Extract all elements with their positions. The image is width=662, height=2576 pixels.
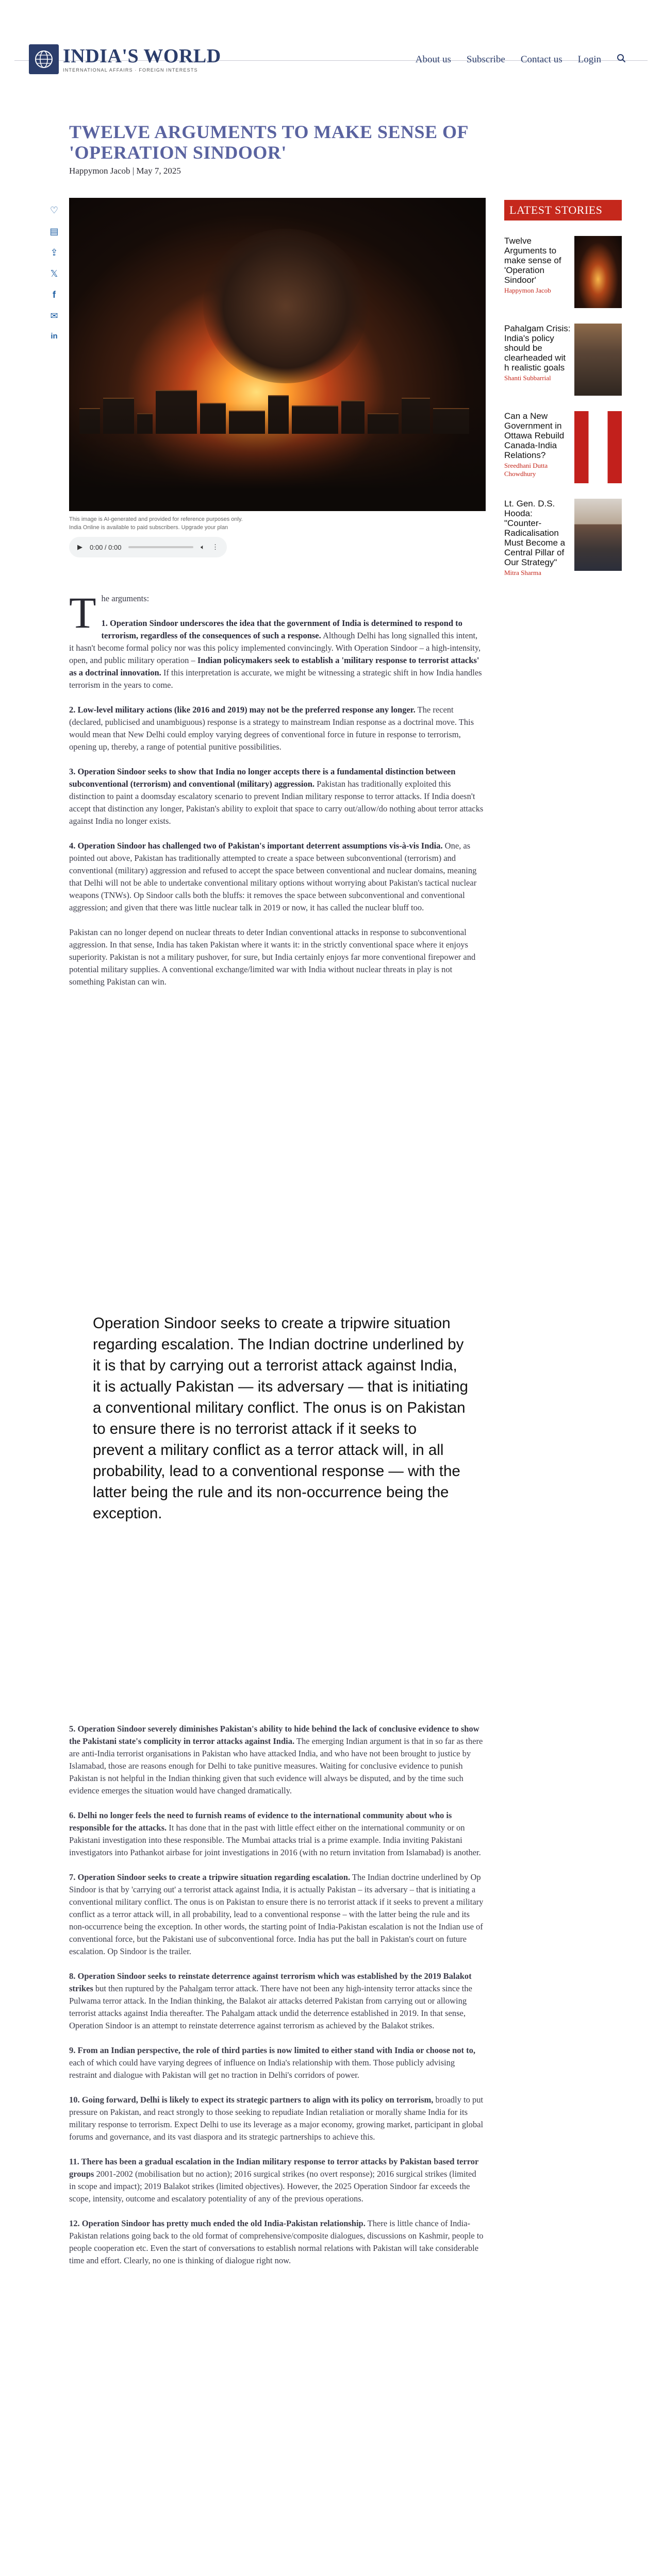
publish-date: May 7, 2025 [136, 166, 181, 176]
heart-icon[interactable]: ♡ [49, 205, 59, 216]
latest-story-author[interactable]: Sreedhani Dutta Chowdhury [504, 462, 548, 478]
latest-story-thumbnail[interactable] [574, 236, 622, 308]
paragraph: 8. Operation Sindoor seeks to reinstate deterrence against terrorism which was established by the 2019 Balakot strikes but then ruptured by the Pahalgam terror attack. There have not been any high-intensity terror attacks since the Pulwama terror attack. In the Indian thinking, the Balakot air attacks deterred Pakistan from carrying out or allowing terrorist attacks against India thereafter. The Pahalgam attack undid the deterrence established in 2019. In that sense, Operation Sindoor is an attempt to reinstate deterrence against terrorism as achieved by the Balakot strikes. [69, 1971, 472, 2030]
nav-login[interactable]: Login [577, 54, 601, 65]
site-header [14, 0, 648, 73]
article-title: TWELVE ARGUMENTS TO MAKE SENSE OF 'OPERATION SINDOOR' [69, 122, 468, 163]
paragraph: 6. Delhi no longer feels the need to furnish reams of evidence to the international community about who is responsible for the attacks. It has done that in the past with little effect either on the international community or on Pakistani investigation into these responsible. The Mumbai attacks trial is a prime example. India inviting Pakistani investigators into Pathankot airbase for joint investigations in 2016 (with no return invitation from Islamabad) is another. [69, 1810, 481, 1857]
document-icon[interactable]: ▤ [49, 226, 59, 237]
drop-cap: T [69, 588, 96, 637]
latest-story-thumbnail[interactable] [574, 499, 622, 571]
paragraph: 9. From an Indian perspective, the role of third parties is now limited to either stand with India or choose not to, each of which could have varying degrees of influence on India's relationship with them. Those publicly advising restraint and dialogue with Pakistan will get no traction in Delhi's corridors of power. [69, 2045, 476, 2080]
paragraph: 1. Operation Sindoor underscores the idea that the government of India is determined to respond to terrorism, regardless of the consequences of such a response. Although Delhi has long signalled this intent, it hasn't become formal policy nor was this policy implemented convincingly. With Operation Sindoor – a high-intensity, open, and public military operation – Indian policymakers seek to establish a 'military response to terrorist attacks' as a doctrinal innovation. If this interpretation is accurate, we might be witnessing a strategic shift in how India handles terrorism in the years to come. [69, 618, 482, 690]
paragraph: 7. Operation Sindoor seeks to create a tripwire situation regarding escalation. The Indian doctrine underlined by Op Sindoor is that by 'carrying out' a terrorist attack against India, it is actually Pakistan – its adversary – that is initiating a conventional military conflict. The onus is on Pakistan to ensure there is no terrorist attack if it seeks to prevent a military conflict as a terror attack will, in all probability, lead to a conventional response – with the latter being the rule and its non-occurrence being the exception. In other words, the starting point of India-Pakistan escalation is not the Indian use of conventional force, but the Pakistani use of subconventional force. India has put the ball in Pakistan's court on future escalation. Op Sindoor is the trailer. [69, 1872, 484, 1956]
hero-image [69, 198, 486, 511]
paragraph: 5. Operation Sindoor severely diminishes Pakistan's ability to hide behind the lack of conclusive evidence to show the Pakistani state's complicity in terror attacks against India. The emerging Indian argument is that in so far as there are anti-India terrorist organisations in Pakistan who have attacked India, and who have not been brought to justice by Islamabad, those are reasons enough for Delhi to take punitive measures. Waiting for conclusive evidence to punish Pakistan is not helpful in the Indian thinking given that such evidence will always be disputed, and by the time such evidence emerges the situation would have changed dramatically. [69, 1724, 483, 1795]
latest-story-title[interactable]: Lt. Gen. D.S. Hooda: "Counter-Radicalisation Must Become a Central Pillar of Our Strategy" [504, 499, 566, 567]
latest-story-author[interactable]: Happymon Jacob [504, 286, 551, 294]
search-icon[interactable] [617, 54, 626, 66]
latest-stories [504, 200, 622, 577]
caption-line-2[interactable]: India Online is available to paid subscribers. Upgrade your plan [69, 524, 228, 531]
play-icon[interactable]: ▶ [77, 543, 82, 551]
latest-story-item[interactable] [504, 236, 622, 308]
nav-contact[interactable]: Contact us [520, 54, 562, 65]
pull-quote: Operation Sindoor seeks to create a tripwire situation regarding escalation. The Indian doctrine underlined by it is that by carrying out a terrorist attack against India, it is actually Pakistan — its adversary — that is initiating a conventional military conflict. The onus is on Pakistan to ensure there is no terrorist attack if it seeks to prevent a military conflict as a terror attack will, in all probability, lead to a conventional response — with the latter being the rule and its non-occurrence being the exception. [93, 1315, 468, 1522]
author-name[interactable]: Happymon Jacob [69, 166, 130, 176]
latest-story-item[interactable] [504, 411, 622, 483]
latest-story-title[interactable]: Twelve Arguments to make sense of 'Operation Sindoor' [504, 236, 561, 285]
facebook-icon[interactable]: f [53, 290, 56, 300]
share-icon[interactable]: ⇪ [50, 247, 58, 258]
globe-icon [29, 44, 59, 74]
latest-story-thumbnail[interactable] [574, 324, 622, 396]
player-progress[interactable] [128, 546, 193, 548]
audio-player[interactable] [69, 537, 227, 557]
byline [69, 166, 181, 176]
paragraph: 4. Operation Sindoor has challenged two of Pakistan's important deterrent assumptions vis-à-vis India. One, as pointed out above, Pakistan has traditionally attempted to create a space between subconventional (terrorism) and conventional (military) aggression and refused to accept the space between conventional and nuclear domains, meaning that Delhi will not be able to undertake conventional military options without worrying about Pakistan's tactical nuclear weapons (TNWs). Op Sindoor calls both the bluffs: it removes the space between subconventional and conventional aggression; and given that there was little nuclear talk in 2019 or now, it has called the nuclear bluff too. [69, 841, 477, 912]
paragraph: 11. There has been a gradual escalation in the Indian military response to terror attacks by Pakistan based terror groups 2001-2002 (mobilisation but no action); 2016 surgical strikes (no overt response); 2016 surgical strikes (limited in scope and impact); 2019 Balakot strikes (limited objectives). However, the 2025 Operation Sindoor far exceeds the scope, intensity, outcome and escalatory potentiality of any of the previous operations. [69, 2157, 479, 2204]
site-title: INDIA'S WORLD [63, 45, 221, 67]
share-bar [48, 205, 60, 341]
paragraph: 3. Operation Sindoor seeks to show that India no longer accepts there is a fundamental distinction between subconventional (terrorism) and conventional (military) aggression. Pakistan has traditionally exploited this distinction to paint a doomsday escalatory scenario to prevent Indian military response to terror attacks. If India doesn't accept that distinction any longer, Pakistan's ability to exploit that space to carry out/allow/do nothing about terror attacks against India no longer exists. [69, 767, 484, 826]
article-body [69, 588, 484, 1001]
caption-line-1: This image is AI-generated and provided for reference purposes only. [69, 516, 243, 522]
paragraph: 10. Going forward, Delhi is likely to expect its strategic partners to align with its policy on terrorism, broadly to put pressure on Pakistan, and react strongly to those seeking to repudiate Indian retaliation or morally shame India for its military response to terrorism. Expect Delhi to use its leverage as a major economy, growing market, participant in global forums and governance, and its vast diaspora and its strategic partnerships to achieve this. [69, 2095, 484, 2142]
main-nav [416, 54, 626, 66]
article-body-continued [69, 1723, 484, 2279]
latest-story-item[interactable] [504, 324, 622, 396]
latest-story-thumbnail[interactable] [574, 411, 622, 483]
more-icon[interactable]: ⋮ [212, 543, 219, 551]
player-time: 0:00 / 0:00 [90, 543, 122, 551]
paragraph: The arguments: [69, 588, 150, 637]
nav-subscribe[interactable]: Subscribe [466, 54, 505, 65]
nav-about[interactable]: About us [415, 54, 451, 65]
latest-stories-header: LATEST STORIES [504, 200, 622, 221]
x-twitter-icon[interactable]: 𝕏 [50, 268, 58, 279]
site-logo[interactable] [29, 44, 221, 74]
latest-story-author[interactable]: Mitra Sharma [504, 569, 541, 577]
image-caption [69, 515, 243, 532]
paragraph: 2. Low-level military actions (like 2016 and 2019) may not be the preferred response any longer. The recent (declared, publicised and unambiguous) response is a strategy to mainstream Indian response as a doctrinal move. This would mean that New Delhi could employ varying degrees of conventional force in future in response to terrorism, opening up, thereby, a range of potential punitive possibilities. [69, 705, 474, 752]
latest-story-item[interactable] [504, 499, 622, 577]
latest-story-title[interactable]: Can a New Government in Ottawa Rebuild Canada-India Relations? [504, 411, 565, 460]
email-icon[interactable]: ✉ [50, 311, 58, 321]
site-subtitle: INTERNATIONAL AFFAIRS · FOREIGN INTERESTS [63, 67, 198, 73]
paragraph: 12. Operation Sindoor has pretty much ended the old India-Pakistan relationship. There is little chance of India-Pakistan relations going back to the old format of comprehensive/composite dialogues, discussions on Kashmir, people to people cooperation etc. Even the start of conversations to establish normal relations with Pakistan will take considerable time and effort. Clearly, no one is thinking of dialogue right now. [69, 2218, 484, 2265]
latest-story-title[interactable]: Pahalgam Crisis: India's policy should be clearheaded wit h realistic goals [504, 324, 571, 372]
linkedin-icon[interactable]: in [51, 332, 58, 341]
paragraph: Pakistan can no longer depend on nuclear threats to deter Indian conventional attacks in response to subconventional aggression. In that sense, India has taken Pakistan where it wants it: in the strictly conventional space where it enjoys superiority. Pakistan is not a military pushover, for sure, but India certainly enjoys far more conventional firepower and potential military supplies. A conventional exchange/limited war with India without nuclear threats in play is not something Pakistan can win. [69, 927, 476, 987]
latest-story-author[interactable]: Shanti Subbarrial [504, 374, 551, 382]
volume-icon[interactable]: 🔈︎ [201, 543, 205, 551]
byline-separator: | [132, 166, 135, 176]
